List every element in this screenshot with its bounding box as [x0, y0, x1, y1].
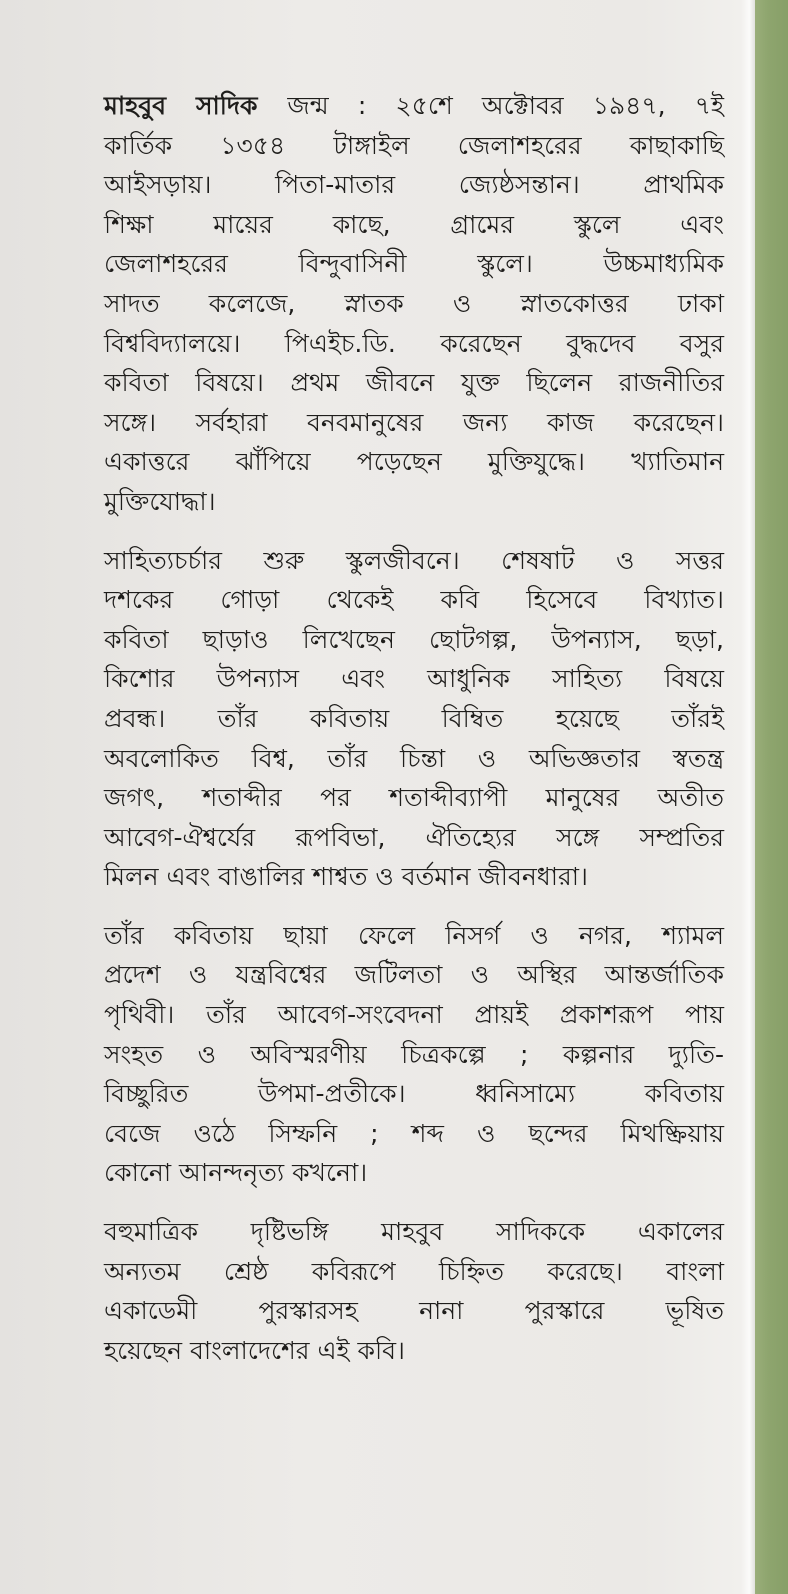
text-line: হয়েছেন বাংলাদেশের এই কবি। [104, 1335, 405, 1365]
text-line: তাঁর কবিতায় ছায়া ফেলে নিসর্গ ও নগর, শ্যামল [104, 920, 724, 950]
green-cover-spine [755, 0, 788, 1594]
text-line: একাডেমী পুরস্কারসহ নানা পুরস্কারে ভূষিত [104, 1296, 724, 1326]
text-line: কিশোর উপন্যাস এবং আধুনিক সাহিত্য বিষয়ে [104, 664, 724, 694]
text-line: সাহিত্যচর্চার শুরু স্কুলজীবনে। শেষষাট ও সত্তর [104, 545, 724, 575]
text-line: একাত্তরে ঝাঁপিয়ে পড়েছেন মুক্তিযুদ্ধে। খ্যাতিমান [104, 447, 724, 477]
page-edge-shadow [741, 0, 755, 1594]
text-line: আবেগ-ঐশ্বর্যের রূপবিভা, ঐতিহ্যের সঙ্গে সম্প্রতির [104, 822, 724, 852]
biography-paragraph-4 [104, 1212, 724, 1370]
text-line: প্রদেশ ও যন্ত্রবিশ্বের জটিলতা ও অস্থির আন্তর্জাতিক [104, 960, 724, 990]
text-line: পৃথিবী। তাঁর আবেগ-সংবেদনা প্রায়ই প্রকাশরূপ পায় [104, 1000, 724, 1030]
text-line: বিচ্ছুরিত উপমা-প্রতীকে। ধ্বনিসাম্যে কবিতায় [104, 1079, 724, 1109]
text-line: মিলন এবং বাঙালির শাশ্বত ও বর্তমান জীবনধারা। [104, 862, 588, 892]
text-line: বিশ্ববিদ্যালয়ে। পিএইচ.ডি. করেছেন বুদ্ধদেব বসুর [104, 328, 724, 358]
text-line: অন্যতম শ্রেষ্ঠ কবিরূপে চিহ্নিত করেছে। বাংলা [104, 1256, 724, 1286]
text-line: কবিতা বিষয়ে। প্রথম জীবনে যুক্ত ছিলেন রাজনীতির [104, 368, 724, 398]
text-line: সাদত কলেজে, স্নাতক ও স্নাতকোত্তর ঢাকা [104, 288, 724, 318]
text-line: সঙ্গে। সর্বহারা বনবমানুষের জন্য কাজ করেছেন। [104, 407, 724, 437]
biography-paragraph-1 [104, 86, 724, 522]
author-biography [104, 86, 724, 1389]
text-line: আইসড়ায়। পিতা-মাতার জ্যেষ্ঠসন্তান। প্রাথমিক [104, 170, 724, 200]
text-line: দশকের গোড়া থেকেই কবি হিসেবে বিখ্যাত। [104, 585, 724, 615]
text-line: জগৎ, শতাব্দীর পর শতাব্দীব্যাপী মানুষের অতীত [104, 783, 724, 813]
text-line: কার্তিক ১৩৫৪ টাঙ্গাইল জেলাশহরের কাছাকাছি [104, 130, 724, 160]
text-line: কোনো আনন্দনৃত্য কখনো। [104, 1158, 368, 1188]
biography-paragraph-2 [104, 541, 724, 897]
text-line: বেজে ওঠে সিম্ফনি ; শব্দ ও ছন্দের মিথষ্ক্রিয়ায় [104, 1118, 724, 1148]
text-line: শিক্ষা মায়ের কাছে, গ্রামের স্কুলে এবং [104, 209, 724, 239]
text-line: মুক্তিযোদ্ধা। [104, 486, 216, 516]
text-line: মাহবুব সাদিক জন্ম : ২৫শে অক্টোবর ১৯৪৭, ৭ই [104, 91, 724, 120]
text-line: প্রবন্ধ। তাঁর কবিতায় বিম্বিত হয়েছে তাঁরই [104, 703, 724, 733]
author-name: মাহবুব সাদিক [104, 91, 288, 120]
text-line: জেলাশহরের বিন্দুবাসিনী স্কুলে। উচ্চমাধ্যমিক [104, 249, 724, 279]
text-line: অবলোকিত বিশ্ব, তাঁর চিন্তা ও অভিজ্ঞতার স্বতন্ত্র [104, 743, 724, 773]
text-line: বহুমাত্রিক দৃষ্টিভঙ্গি মাহবুব সাদিককে একালের [104, 1217, 724, 1247]
text-line: সংহত ও অবিস্মরণীয় চিত্রকল্পে ; কল্পনার দ্যুতি- [104, 1039, 724, 1069]
biography-paragraph-3 [104, 916, 724, 1193]
text-line: কবিতা ছাড়াও লিখেছেন ছোটগল্প, উপন্যাস, ছড়া, [104, 624, 724, 654]
